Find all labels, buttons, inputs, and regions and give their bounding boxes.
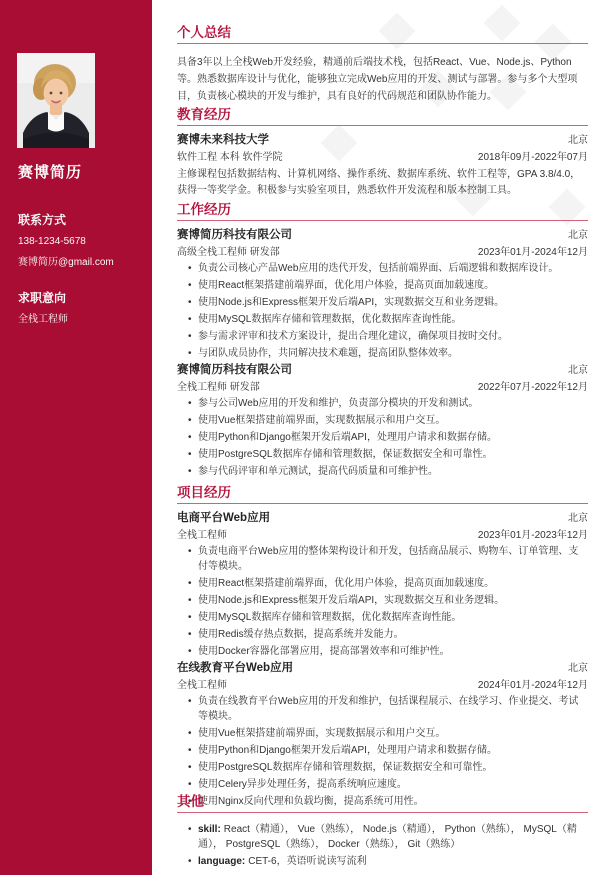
project-location: 北京 bbox=[568, 663, 588, 674]
work-entry bbox=[177, 229, 588, 361]
project-bullet-text: 使用Celery异步处理任务，提高系统响应速度。 bbox=[198, 779, 407, 790]
section-title-other: 其他 bbox=[177, 795, 588, 813]
job-bullet bbox=[177, 295, 588, 310]
project-bullet bbox=[177, 760, 588, 775]
project-entry bbox=[177, 662, 588, 809]
job-bullet-text: 参与代码评审和单元测试，提高代码质量和可维护性。 bbox=[198, 466, 438, 477]
job-dates: 2022年07月-2022年12月 bbox=[477, 382, 588, 393]
job-bullet bbox=[177, 329, 588, 344]
candidate-name: 赛博简历 bbox=[18, 164, 83, 181]
contact-heading: 联系方式 bbox=[18, 213, 67, 227]
project-bullet bbox=[177, 544, 588, 574]
project-entry bbox=[177, 512, 588, 659]
job-bullet-text: 负责公司核心产品Web应用的迭代开发，包括前端界面、后端逻辑和数据库设计。 bbox=[198, 263, 559, 274]
job-bullet bbox=[177, 346, 588, 361]
project-bullet-text: 负责在线教育平台Web应用的开发和维护，包括课程展示、在线学习、作业提交、考试等模块。 bbox=[198, 696, 579, 722]
other-item-label: language: bbox=[198, 856, 246, 867]
job-bullet-list bbox=[177, 396, 588, 479]
other-item bbox=[177, 854, 588, 869]
project-bullet-text: 使用React框架搭建前端界面，优化用户体验，提高页面加载速度。 bbox=[198, 578, 495, 589]
project-role: 全栈工程师 bbox=[177, 530, 227, 541]
section-other bbox=[177, 795, 588, 871]
other-list bbox=[177, 822, 588, 869]
project-dates: 2024年01月-2024年12月 bbox=[477, 680, 588, 691]
project-entries bbox=[177, 512, 588, 809]
project-bullet-text: 使用Nginx反向代理和负载均衡，提高系统可用性。 bbox=[198, 796, 424, 807]
project-name: 在线教育平台Web应用 bbox=[177, 662, 294, 674]
job-bullet bbox=[177, 396, 588, 411]
job-bullet bbox=[177, 278, 588, 293]
project-name: 电商平台Web应用 bbox=[177, 512, 271, 524]
other-item bbox=[177, 822, 588, 852]
education-dates: 2018年09月-2022年07月 bbox=[477, 152, 588, 163]
degree-info: 软件工程 本科 软件学院 bbox=[177, 152, 283, 163]
project-role: 全栈工程师 bbox=[177, 680, 227, 691]
profile-photo-image bbox=[17, 53, 95, 148]
job-bullet bbox=[177, 312, 588, 327]
project-bullet bbox=[177, 743, 588, 758]
job-bullet-text: 使用PostgreSQL数据库存储和管理数据，保证数据安全和可靠性。 bbox=[198, 449, 493, 460]
project-dates: 2023年01月-2023年12月 bbox=[477, 530, 588, 541]
job-title: 高级全栈工程师 研发部 bbox=[177, 247, 280, 258]
school-name: 赛博未来科技大学 bbox=[177, 134, 269, 146]
job-dates: 2023年01月-2024年12月 bbox=[477, 247, 588, 258]
job-bullet bbox=[177, 413, 588, 428]
job-bullet bbox=[177, 261, 588, 276]
project-bullet-list bbox=[177, 544, 588, 659]
company-location: 北京 bbox=[568, 365, 588, 376]
job-title: 全栈工程师 研发部 bbox=[177, 382, 260, 393]
job-bullet-text: 使用Node.js和Express框架开发后端API，实现数据交互和业务逻辑。 bbox=[198, 297, 505, 308]
objective-block bbox=[18, 291, 140, 326]
section-education bbox=[177, 108, 588, 198]
section-title-summary: 个人总结 bbox=[177, 26, 588, 44]
project-bullet-text: 使用MySQL数据库存储和管理数据，优化数据库查询性能。 bbox=[198, 612, 462, 623]
project-bullet bbox=[177, 593, 588, 608]
sidebar bbox=[0, 0, 152, 875]
job-bullet-text: 使用Python和Django框架开发后端API，处理用户请求和数据存储。 bbox=[198, 432, 497, 443]
project-bullet-text: 使用Python和Django框架开发后端API，处理用户请求和数据存储。 bbox=[198, 745, 497, 756]
section-work bbox=[177, 203, 588, 481]
other-item-text: CET-6，英语听说读写流利 bbox=[248, 856, 367, 867]
project-bullet-text: 使用Vue框架搭建前端界面，实现数据展示和用户交互。 bbox=[198, 728, 446, 739]
section-projects bbox=[177, 486, 588, 811]
project-bullet-text: 使用PostgreSQL数据库存储和管理数据，保证数据安全和可靠性。 bbox=[198, 762, 493, 773]
contact-block bbox=[18, 213, 140, 269]
project-bullet bbox=[177, 644, 588, 659]
phone-number: 138-1234-5678 bbox=[18, 236, 86, 247]
company-name: 赛博简历科技有限公司 bbox=[177, 229, 292, 241]
company-location: 北京 bbox=[568, 230, 588, 241]
job-bullet bbox=[177, 430, 588, 445]
company-name: 赛博简历科技有限公司 bbox=[177, 364, 292, 376]
job-bullet-text: 参与公司Web应用的开发和维护，负责部分模块的开发和测试。 bbox=[198, 398, 479, 409]
section-title-education: 教育经历 bbox=[177, 108, 588, 126]
project-bullet-text: 使用Redis缓存热点数据，提高系统并发能力。 bbox=[198, 629, 404, 640]
section-title-projects: 项目经历 bbox=[177, 486, 588, 504]
email-address: 赛博简历@gmail.com bbox=[18, 257, 114, 268]
project-bullet bbox=[177, 777, 588, 792]
other-item-label: skill: bbox=[198, 824, 221, 835]
objective-value: 全栈工程师 bbox=[18, 314, 68, 325]
project-bullet-text: 负责电商平台Web应用的整体架构设计和开发，包括商品展示、购物车、订单管理、支付等模块。 bbox=[198, 546, 579, 572]
project-bullet bbox=[177, 726, 588, 741]
project-location: 北京 bbox=[568, 513, 588, 524]
section-summary bbox=[177, 26, 588, 105]
objective-heading: 求职意向 bbox=[18, 291, 67, 305]
project-bullet bbox=[177, 627, 588, 642]
job-bullet bbox=[177, 464, 588, 479]
project-bullet bbox=[177, 694, 588, 724]
project-bullet bbox=[177, 576, 588, 591]
project-bullet-list bbox=[177, 694, 588, 809]
summary-text: 具备3年以上全栈Web开发经验，精通前后端技术栈，包括React、Vue、Node.js、Python等。熟悉数据库设计与优化，能够独立完成Web应用的开发、测试与部署。参与多个大型项目，负责核心模块的开发与维护，具有良好的代码规范和团队协作能力。 bbox=[177, 57, 578, 102]
section-title-work: 工作经历 bbox=[177, 203, 588, 221]
job-bullet-list bbox=[177, 261, 588, 361]
project-bullet-text: 使用Node.js和Express框架开发后端API，实现数据交互和业务逻辑。 bbox=[198, 595, 505, 606]
project-bullet bbox=[177, 610, 588, 625]
education-description: 主修课程包括数据结构、计算机网络、操作系统、数据库系统、软件工程等，GPA 3.8/4.0，获得一等奖学金。积极参与实验室项目，熟悉软件开发流程和版本控制工具。 bbox=[177, 169, 581, 196]
profile-photo bbox=[17, 53, 95, 148]
job-bullet-text: 使用Vue框架搭建前端界面，实现数据展示和用户交互。 bbox=[198, 415, 446, 426]
job-bullet-text: 使用React框架搭建前端界面，优化用户体验，提高页面加载速度。 bbox=[198, 280, 495, 291]
education-entry bbox=[177, 134, 588, 198]
job-bullet-text: 使用MySQL数据库存储和管理数据，优化数据库查询性能。 bbox=[198, 314, 462, 325]
job-bullet bbox=[177, 447, 588, 462]
school-location: 北京 bbox=[568, 135, 588, 146]
job-bullet-text: 与团队成员协作，共同解决技术难题，提高团队整体效率。 bbox=[198, 348, 458, 359]
work-entries bbox=[177, 229, 588, 479]
other-item-text: React（精通）， Vue（熟练）， Node.js（精通）， Python（熟练）， MySQL（精通）， PostgreSQL（熟练）， Docker（熟练）， Git（熟练） bbox=[198, 824, 577, 850]
job-bullet-text: 参与需求评审和技术方案设计，提出合理化建议，确保项目按时交付。 bbox=[198, 331, 508, 342]
project-bullet-text: 使用Docker容器化部署应用，提高部署效率和可维护性。 bbox=[198, 646, 450, 657]
work-entry bbox=[177, 364, 588, 479]
